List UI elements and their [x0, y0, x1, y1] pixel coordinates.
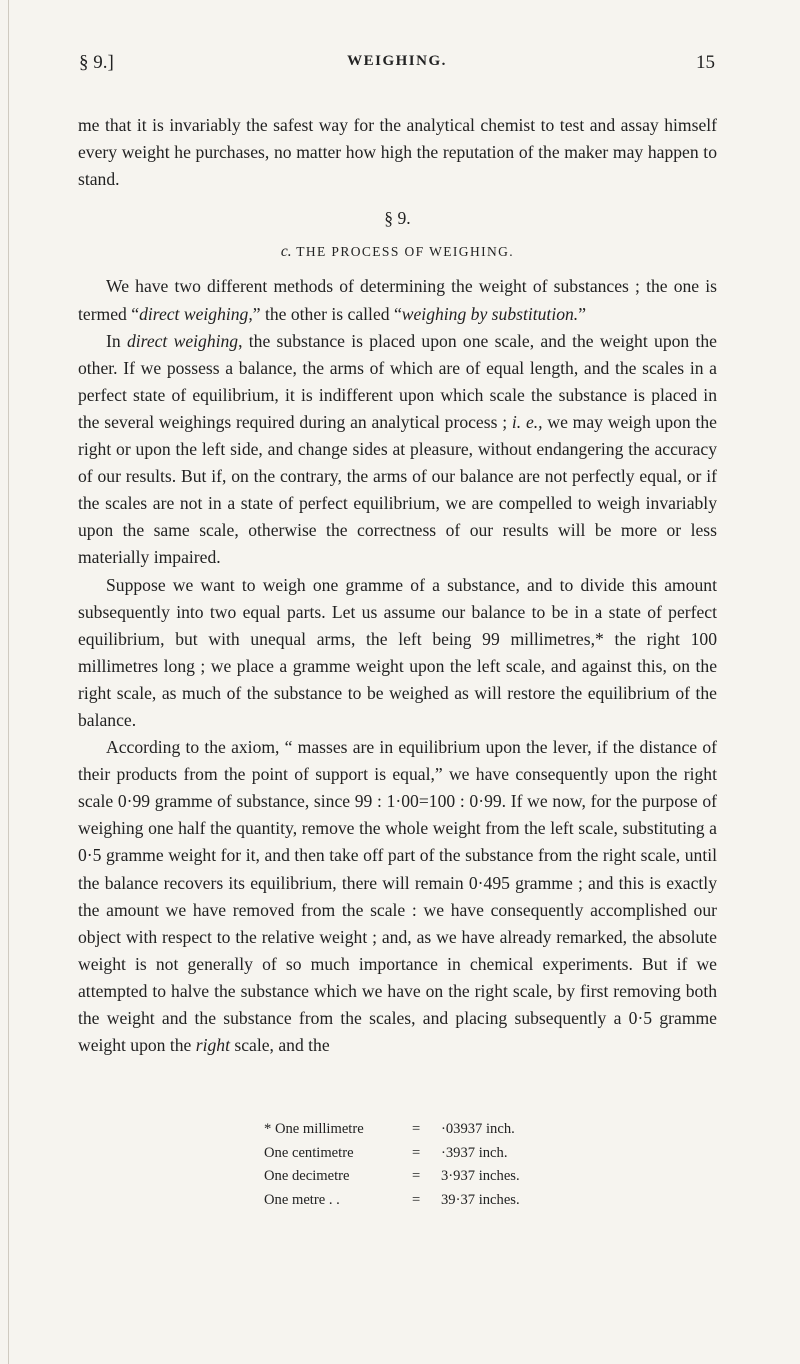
footnote-value: ·3937 inch. — [441, 1144, 508, 1161]
term-direct-weighing: direct weighing, — [139, 303, 253, 324]
text-run: scale, and the — [229, 1035, 330, 1056]
running-head-section: § 9.] — [79, 52, 114, 73]
footnote-conversions — [264, 1118, 591, 1212]
section-number: § 9. — [384, 208, 411, 229]
footnote-value: ·03937 inch. — [441, 1121, 515, 1137]
text-run: In — [106, 330, 127, 351]
paragraph-direct-weighing — [78, 328, 717, 572]
footnote-unit: * One millimetre — [264, 1121, 364, 1137]
page-edge-rule — [8, 0, 9, 1364]
abbreviation-ie: i. e., — [511, 411, 543, 432]
footnote-equals: = — [412, 1144, 421, 1161]
paragraph-example: Suppose we want to weigh one gramme of a substance, and to divide this amount subsequently into two equal parts. Let us assume our balance to be in a state of perfect equilibrium, but with unequal arms, the left being 99 millimetres,* the right 100 millimetres long ; we place a gramme weight upon the left scale, and against this, on the right scale, as much of the substance to be weighed as will restore the equilibrium of the balance. — [78, 574, 717, 730]
text-run: ” the other is called “ — [252, 303, 402, 324]
body-text — [78, 112, 717, 1059]
term-weighing-by-substitution: weighing by substitution. — [401, 303, 579, 324]
text-run: We have two different methods of determining the weight of substances ; the one is termed “ — [78, 276, 717, 324]
footnote-value: 39·37 inches. — [441, 1191, 520, 1208]
section-heading — [78, 238, 717, 265]
footnote-unit: One metre . . — [264, 1191, 340, 1208]
text-run: we may weigh upon the right or upon the left side, and change sides at pleasure, without endangering the accuracy of our results. But if, on the contrary, the arms of our balance are not perfectly equal, or if the scales are not in a state of perfect equilibrium, we are compelled to weigh invariably upon the same scale, otherwise the correctness of our results will be more or less materially impaired. — [78, 411, 717, 568]
footnote-equals: = — [412, 1168, 421, 1184]
footnote-equals: = — [412, 1121, 421, 1137]
text-run: ” — [578, 303, 587, 324]
paragraph-axiom — [78, 734, 717, 1059]
paragraph-methods — [78, 273, 717, 327]
page-number: 15 — [696, 52, 715, 73]
section-heading-text: THE PROCESS OF WEIGHING. — [296, 244, 515, 260]
footnote-equals: = — [412, 1191, 421, 1208]
intro-paragraph: me that it is invariably the safest way for the analytical chemist to test and assay himself every weight he purchases, no matter how high the reputation of the maker may happen to stand. — [78, 115, 717, 190]
footnote-row — [264, 1189, 591, 1213]
footnote-row — [264, 1118, 591, 1142]
text-run: According to the axiom, “ masses are in equilibrium upon the lever, if the distance of their products from the point of support is equal,” we have consequently upon the right scale 0·99 gramme of substance, since 99 : 1·00=100 : 0·99. If we now, for the purpose of weighing one half the quantity, remove the whole weight from the left scale, substituting a 0·5 gramme weight for it, and then take off part of the substance from the right scale, until the balance recovers its equilibrium, there will remain 0·495 gramme ; and this is exactly the amount we have removed from the scale : we have consequently accomplished our object with respect to the relative weight ; and, as we have already remarked, the absolute weight is not generally of so much importance in chemical experiments. But if we attempted to halve the substance which we have on the right scale, by first removing both the weight and the substance from the scales, and placing subsequently a 0·5 gramme weight upon the — [78, 737, 717, 1056]
footnote-unit: One centimetre — [264, 1144, 354, 1161]
footnote-row — [264, 1142, 591, 1166]
term-direct-weighing: direct weighing — [126, 330, 239, 351]
footnote-row — [264, 1165, 591, 1189]
section-heading-letter: c. — [280, 243, 292, 261]
footnote-value: 3·937 inches. — [441, 1168, 520, 1184]
running-head-title: WEIGHING. — [347, 53, 447, 69]
running-head — [79, 52, 715, 82]
text-run: , the substance is placed upon one scale, and the weight upon the other. If we possess a balance, the arms of which are of equal length, and the scales in a perfect state of equilibrium, it is indifferent upon which scale the substance is placed in the several weighings required during an analytical process ; — [78, 330, 717, 432]
emphasis-right: right — [195, 1035, 230, 1056]
footnote-unit: One decimetre — [264, 1168, 350, 1184]
